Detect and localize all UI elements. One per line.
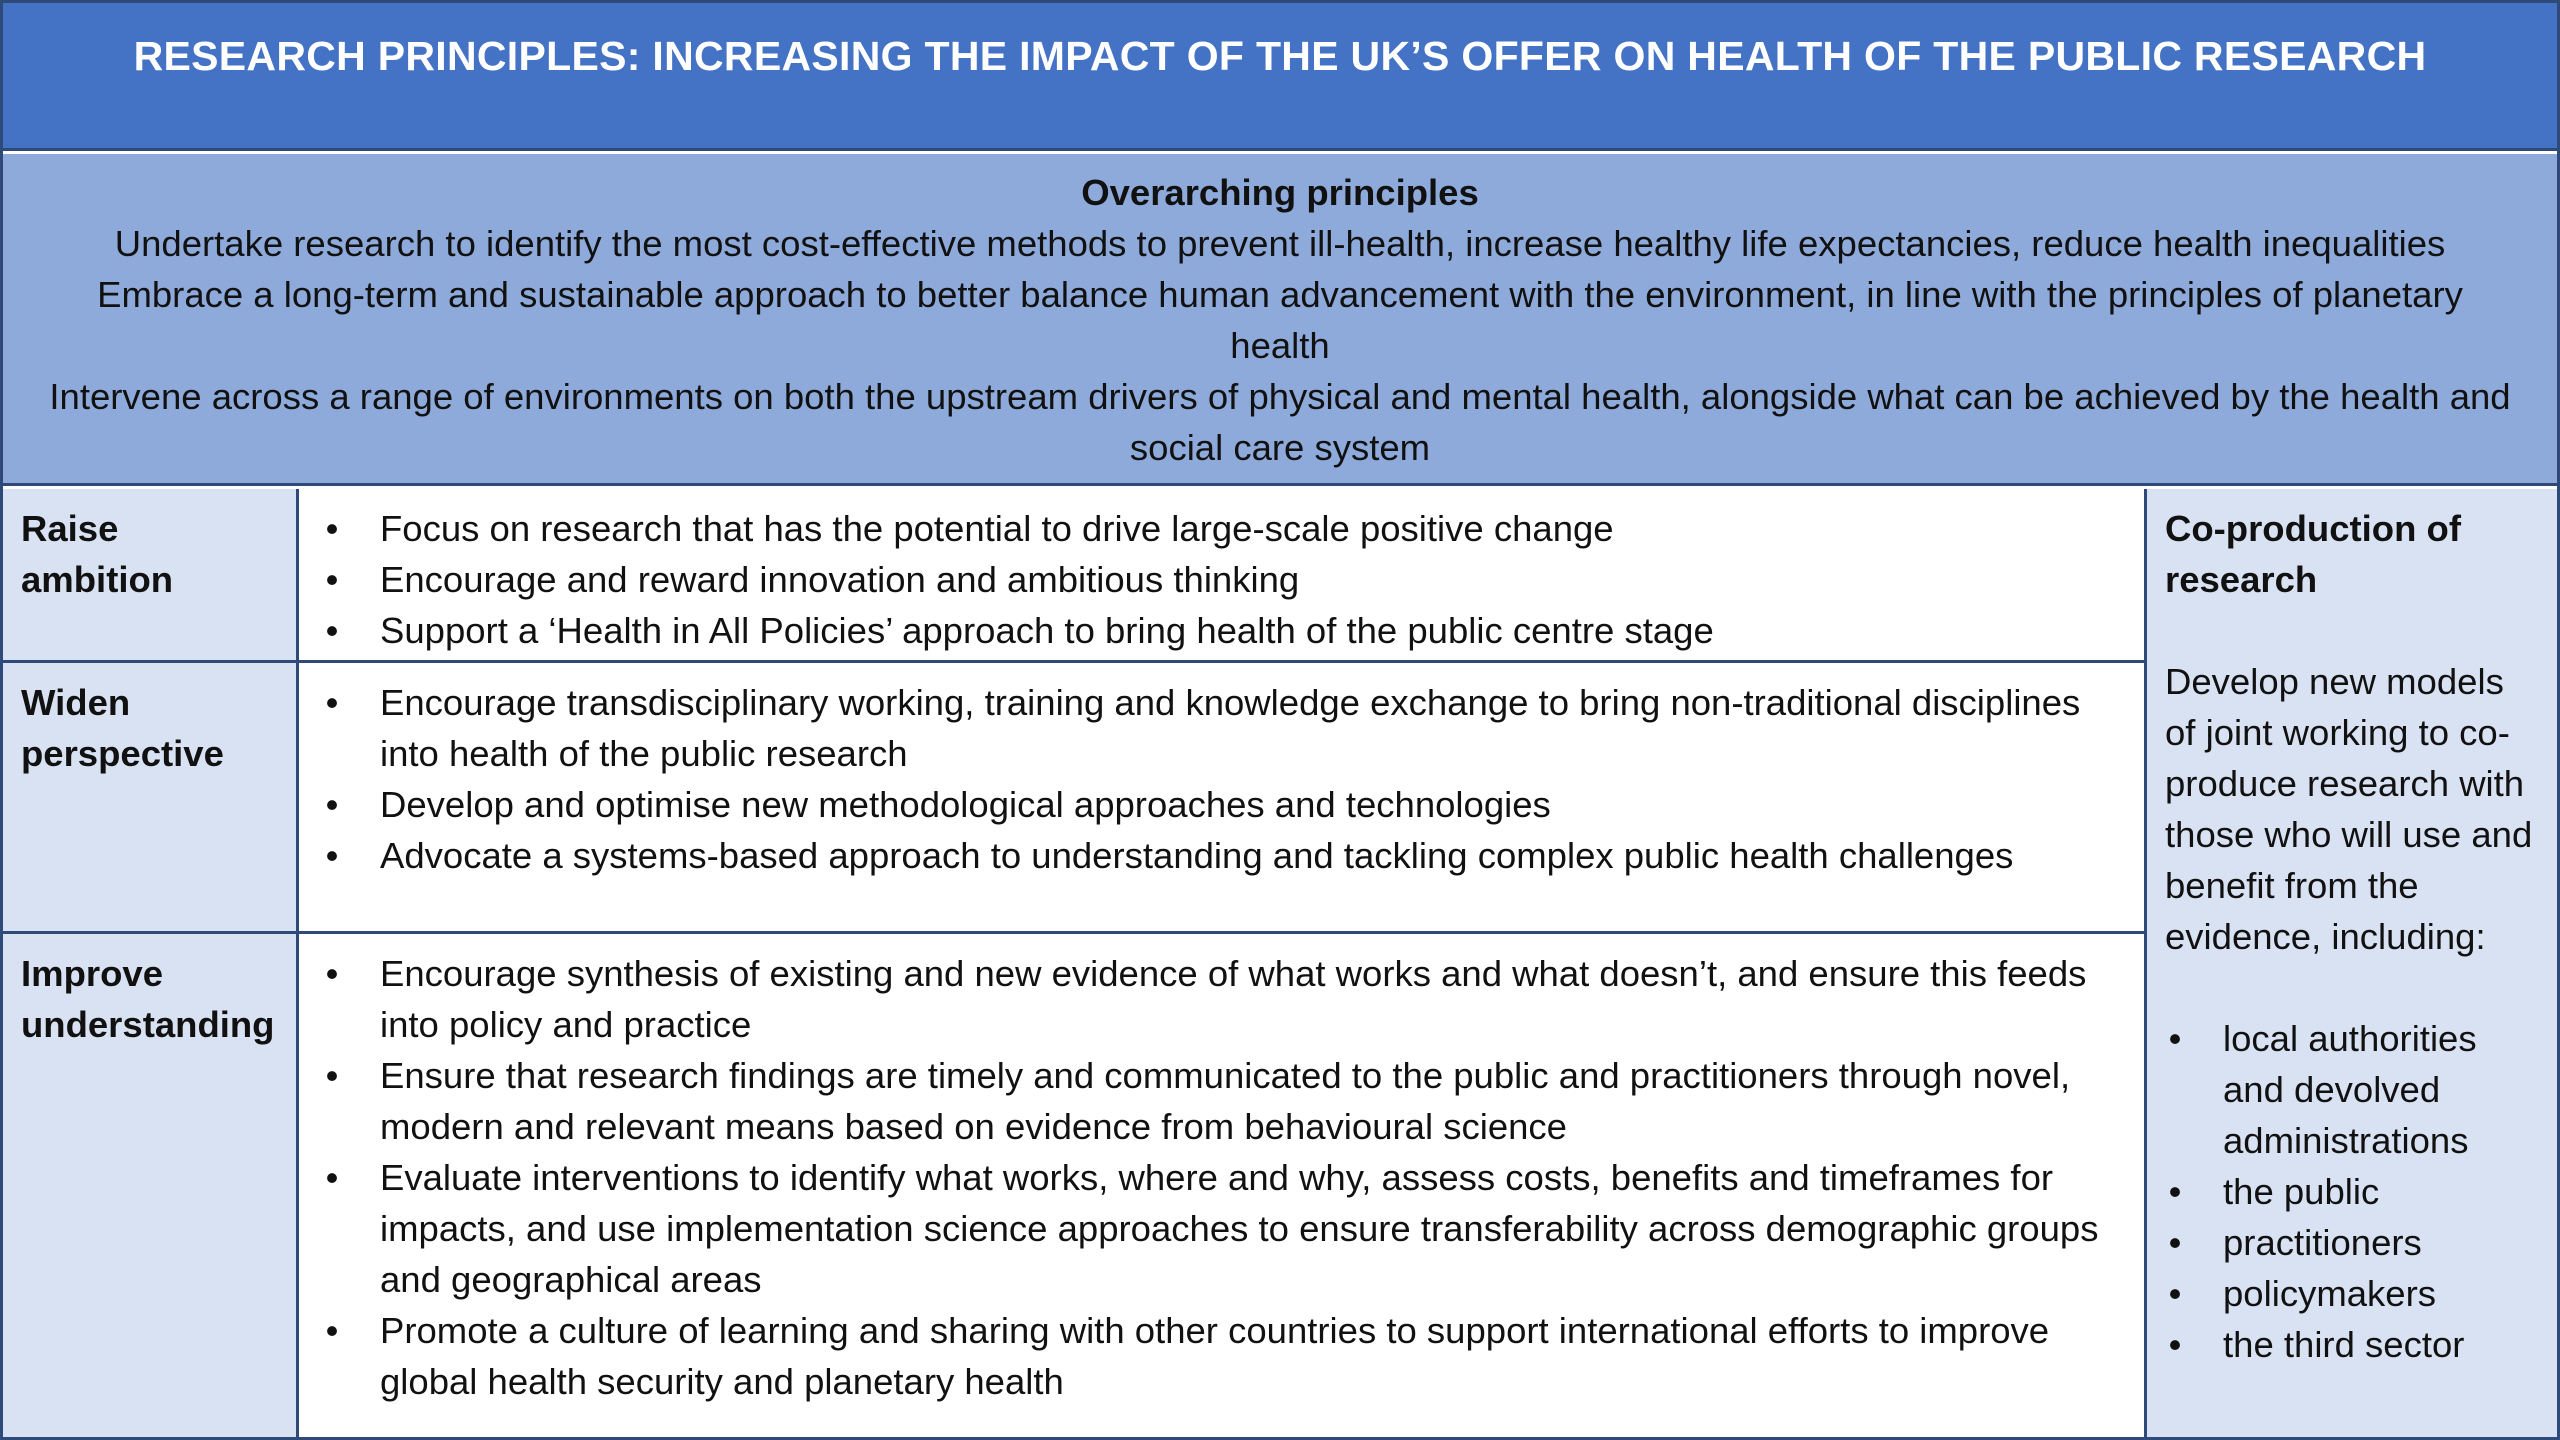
list-item: • Focus on research that has the potential to drive large-scale positive change [322,503,2124,554]
page-title: RESEARCH PRINCIPLES: INCREASING THE IMPACT OF THE UK’S OFFER ON HEALTH OF THE PUBLIC RESEARCH [133,33,2427,79]
title-bar [3,3,2557,151]
list-item: • Promote a culture of learning and sharing with other countries to support international efforts to improve global health security and planetary health [322,1305,2124,1407]
bullet-list [322,503,2124,656]
row-content-widen-perspective [302,663,2144,931]
principles-table [3,489,2557,1437]
row-label-text: Raise ambition [21,508,174,600]
overarching-line: Embrace a long-term and sustainable approach to better balance human advancement with the environment, in line with the principles of planetary health [97,274,2463,366]
list-item: • practitioners [2165,1217,2539,1268]
list-item: • Advocate a systems-based approach to understanding and tackling complex public health challenges [322,830,2124,881]
overarching-line: Undertake research to identify the most cost-effective methods to prevent ill-health, increase healthy life expectancies, reduce health inequalities [114,223,2446,264]
overarching-line: Intervene across a range of environments on both the upstream drivers of physical and mental health, alongside what can be achieved by the health and social care system [49,376,2511,468]
row-label-text: Widen perspective [21,682,224,774]
row-label-raise-ambition [3,489,299,660]
coproduction-list [2165,1013,2539,1370]
list-item: • Encourage and reward innovation and ambitious thinking [322,554,2124,605]
row-label-improve-understanding [3,934,299,1437]
list-item: • Support a ‘Health in All Policies’ approach to bring health of the public centre stage [322,605,2124,656]
row-content-improve-understanding [302,934,2144,1437]
list-item: • policymakers [2165,1268,2539,1319]
list-item: • Encourage transdisciplinary working, training and knowledge exchange to bring non-traditional disciplines into health of the public research [322,677,2124,779]
list-item: • Develop and optimise new methodological approaches and technologies [322,779,2124,830]
overarching-principles-panel [3,154,2557,486]
row-content-raise-ambition [302,489,2144,660]
row-label-widen-perspective [3,663,299,931]
list-item: • the public [2165,1166,2539,1217]
overarching-heading: Overarching principles [1081,172,1479,213]
list-item: • Encourage synthesis of existing and new evidence of what works and what doesn’t, and ensure this feeds into policy and practice [322,948,2124,1050]
row-label-text: Improve understanding [21,953,275,1045]
coproduction-body: Develop new models of joint working to co-produce research with those who will use and benefit from the evidence, including: [2165,661,2533,957]
bullet-list [322,677,2124,881]
bullet-list [322,948,2124,1407]
list-item: • local authorities and devolved administrations [2165,1013,2539,1166]
list-item: • Evaluate interventions to identify what works, where and why, assess costs, benefits and timeframes for impacts, and use implementation science approaches to ensure transferability across demographic groups and geographical areas [322,1152,2124,1305]
list-item: • Ensure that research findings are timely and communicated to the public and practitioners through novel, modern and relevant means based on evidence from behavioural science [322,1050,2124,1152]
coproduction-panel [2144,489,2557,1437]
list-item: • the third sector [2165,1319,2539,1370]
coproduction-title: Co-production of research [2165,508,2461,600]
